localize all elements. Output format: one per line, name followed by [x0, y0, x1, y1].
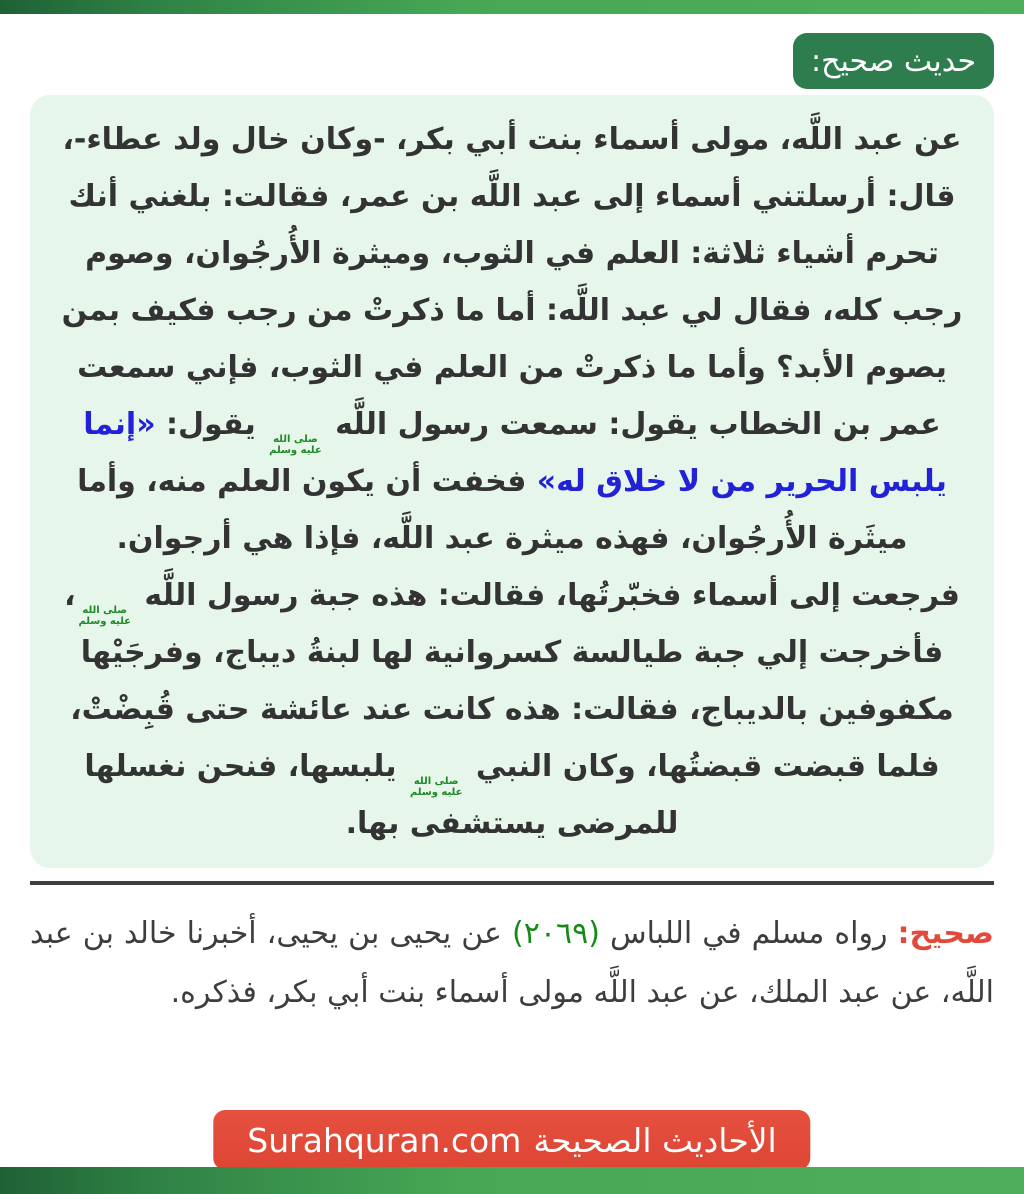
banner-title: الأحاديث الصحيحة [533, 1120, 777, 1160]
text-segment-normal: فلما قبضت قبضتُها، وكان النبي [465, 749, 940, 784]
text-segment-normal: فخفت أن يكون العلم منه، وأما [77, 464, 537, 499]
banner-site-url: Surahquran.com [247, 1120, 522, 1160]
site-banner[interactable] [213, 1110, 810, 1170]
hadith-line [40, 795, 984, 852]
text-segment-normal: عن عبد اللَّه، مولى أسماء بنت أبي بكر، -وكان خال ولد عطاء-، [62, 122, 962, 157]
text-segment-normal: قال: أرسلتني أسماء إلى عبد اللَّه بن عمر، فقالت: بلغني أنك [68, 179, 956, 214]
text-segment-normal: عن يحيى بن يحيى، أخبرنا خالد بن عبد اللَّه، عن عبد الملك، عن عبد اللَّه مولى أسماء بنت أبي بكر، فذكره. [30, 916, 994, 1010]
text-segment-normal: عمر بن الخطاب يقول: سمعت رسول اللَّه [324, 407, 941, 442]
text-segment-blue: يلبس الحرير من لا خلاق له» [536, 464, 947, 499]
saw-calligraphy-icon: صلى الله عليه وسلم [78, 605, 131, 627]
text-segment-normal: مكفوفين بالديباج، فقالت: هذه كانت عند عائشة حتى قُبِضْتْ، [70, 692, 954, 727]
top-green-bar [0, 0, 1024, 14]
hadith-line [40, 738, 984, 798]
hadith-line [40, 567, 984, 627]
hadith-line [40, 453, 984, 510]
separator-line [30, 881, 994, 885]
saw-calligraphy-icon: صلى الله عليه وسلم [409, 776, 463, 798]
text-segment-normal: تحرم أشياء ثلاثة: العلم في الثوب، وميثرة الأُرجُوان، وصوم [85, 236, 939, 271]
text-segment-normal: للمرضى يستشفى بها. [345, 806, 679, 841]
text-segment-normal: رجب كله، فقال لي عبد اللَّه: أما ما ذكرتْ من رجب فكيف بمن [61, 293, 963, 328]
hadith-line [40, 681, 984, 738]
text-segment-red: صحيح: [897, 916, 994, 951]
hadith-line [40, 510, 984, 567]
text-segment-normal: يصوم الأبد؟ وأما ما ذكرتْ من العلم في الثوب، فإني سمعت [77, 350, 947, 385]
hadith-type-badge-label: حديث صحيح: [811, 43, 976, 79]
hadith-line [40, 225, 984, 282]
hadith-type-badge [793, 33, 994, 89]
text-segment-blue: «إنما [83, 407, 156, 442]
hadith-line [40, 168, 984, 225]
hadith-line [40, 282, 984, 339]
text-segment-normal: رواه مسلم في اللباس [599, 916, 898, 951]
takhrij-source-text [30, 904, 994, 1022]
hadith-line [40, 396, 984, 456]
hadith-line [40, 111, 984, 168]
text-segment-normal: ميثَرة الأُرجُوان، فهذه ميثرة عبد اللَّه، فإذا هي أرجوان. [116, 521, 908, 556]
hadith-line [40, 339, 984, 396]
text-segment-normal: فرجعت إلى أسماء فخبّرتُها، فقالت: هذه جبة رسول اللَّه [133, 578, 960, 613]
hadith-line [40, 624, 984, 681]
saw-calligraphy-icon: صلى الله عليه وسلم [269, 434, 322, 456]
text-segment-normal: يلبسها، فنحن نغسلها [84, 749, 407, 784]
text-segment-normal: ، [64, 578, 76, 613]
bottom-green-bar [0, 1167, 1024, 1194]
hadith-text-box [30, 95, 994, 868]
text-segment-green: (٢٠٦٩) [512, 916, 600, 951]
text-segment-normal: يقول: [155, 407, 267, 442]
text-segment-normal: فأخرجت إلي جبة طيالسة كسروانية لها لبنةُ ديباج، وفرجَيْها [80, 635, 944, 670]
